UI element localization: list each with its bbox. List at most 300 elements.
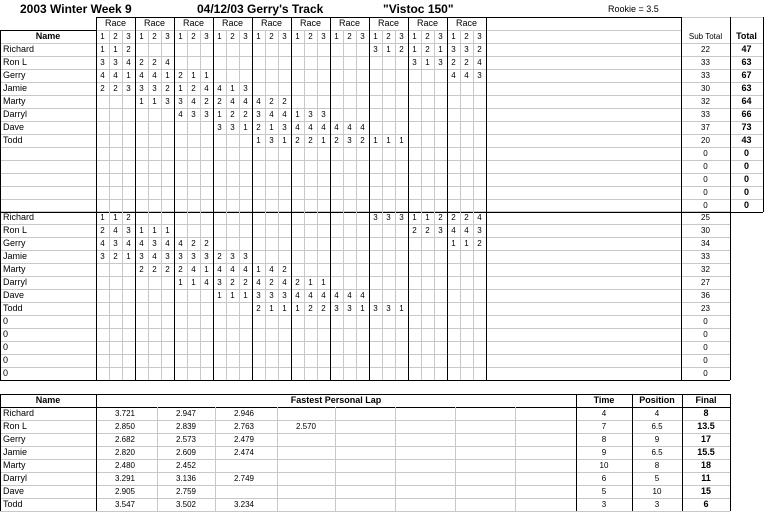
heat-result: 1 <box>204 71 209 80</box>
time-points: 10 <box>599 461 609 470</box>
heat-result: 3 <box>178 252 183 261</box>
heat-result: 3 <box>243 84 248 93</box>
heat-result: 3 <box>412 58 417 67</box>
heat-result: 2 <box>451 58 456 67</box>
heat-result: 4 <box>451 71 456 80</box>
heat-result: 1 <box>243 123 248 132</box>
heat-number: 1 <box>334 32 339 41</box>
subtotal-value: 23 <box>701 304 710 313</box>
driver-name: Marty <box>3 96 26 106</box>
heat-result: 3 <box>165 97 170 106</box>
heat-result: 4 <box>230 265 235 274</box>
heat-result: 4 <box>204 278 209 287</box>
heat-result: 2 <box>152 58 157 67</box>
heat-result: 1 <box>399 304 404 313</box>
heat-number: 1 <box>256 32 261 41</box>
heat-result: 2 <box>451 213 456 222</box>
sheet-title: 2003 Winter Week 9 <box>20 2 132 16</box>
lap-time: 2.452 <box>175 461 197 470</box>
driver-name <box>3 160 95 173</box>
race-header: Race <box>416 18 438 28</box>
total-value: 66 <box>741 109 752 119</box>
heat-result: 4 <box>295 291 300 300</box>
heat-result: 1 <box>282 304 287 313</box>
heat-result: 4 <box>178 239 183 248</box>
heat-result: 4 <box>243 265 248 274</box>
heat-result: 1 <box>165 226 170 235</box>
heat-number: 1 <box>217 32 222 41</box>
driver-name: Todd <box>3 135 23 145</box>
driver-name: 0 <box>3 355 9 365</box>
heat-result: 4 <box>191 97 196 106</box>
heat-result: 2 <box>204 239 209 248</box>
heat-result: 1 <box>126 252 131 261</box>
heat-result: 4 <box>464 226 469 235</box>
heat-result: 1 <box>425 213 430 222</box>
heat-result: 3 <box>373 45 378 54</box>
lap-time: 2.682 <box>114 435 136 444</box>
heat-number: 1 <box>412 32 417 41</box>
subtotal-value: 0 <box>703 162 708 171</box>
date-track: 04/12/03 Gerry's Track <box>197 2 324 16</box>
total-value: 64 <box>741 96 752 106</box>
heat-result: 2 <box>477 239 482 248</box>
heat-result: 2 <box>191 239 196 248</box>
heat-result: 3 <box>373 304 378 313</box>
heat-result: 3 <box>139 252 144 261</box>
heat-result: 3 <box>230 252 235 261</box>
heat-result: 4 <box>308 291 313 300</box>
heat-number: 1 <box>373 32 378 41</box>
heat-result: 1 <box>295 110 300 119</box>
driver-name: 0 <box>3 368 9 378</box>
name-column-header: Name <box>35 31 61 41</box>
heat-result: 2 <box>100 226 105 235</box>
final-score: 13.5 <box>697 421 715 431</box>
heat-result: 3 <box>217 278 222 287</box>
heat-result: 2 <box>425 45 430 54</box>
heat-number: 2 <box>191 32 196 41</box>
heat-result: 3 <box>438 226 443 235</box>
lap-time: 2.763 <box>233 422 255 431</box>
final-score: 15 <box>700 486 711 496</box>
heat-number: 3 <box>438 32 443 41</box>
lap-time: 2.480 <box>114 461 136 470</box>
heat-result: 1 <box>256 265 261 274</box>
driver-name: Ron L <box>3 225 28 235</box>
subtotal-value: 0 <box>703 356 708 365</box>
heat-result: 4 <box>282 110 287 119</box>
subtotal-value: 20 <box>701 136 710 145</box>
heat-number: 2 <box>464 32 469 41</box>
heat-result: 2 <box>139 265 144 274</box>
heat-result: 3 <box>139 84 144 93</box>
lap-time: 2.609 <box>175 448 197 457</box>
race-header: Race <box>338 18 360 28</box>
position-points: 5 <box>654 474 660 483</box>
driver-name: Darryl <box>3 109 27 119</box>
heat-result: 4 <box>256 278 261 287</box>
heat-result: 1 <box>191 71 196 80</box>
race-header: Race <box>299 18 321 28</box>
heat-result: 1 <box>321 136 326 145</box>
heat-result: 2 <box>243 110 248 119</box>
race-header: Race <box>182 18 204 28</box>
heat-result: 2 <box>412 226 417 235</box>
heat-result: 2 <box>464 58 469 67</box>
heat-result: 3 <box>204 252 209 261</box>
time-points: 7 <box>601 422 607 431</box>
subtotal-value: 33 <box>701 252 710 261</box>
driver-name: 0 <box>3 342 9 352</box>
driver-name: Gerry <box>3 238 26 248</box>
heat-result: 1 <box>399 136 404 145</box>
lap-time: 2.479 <box>233 435 255 444</box>
lap-driver-name: Darryl <box>3 473 27 483</box>
lap-time: 3.136 <box>175 474 197 483</box>
heat-result: 1 <box>100 213 105 222</box>
heat-result: 4 <box>269 265 274 274</box>
heat-result: 3 <box>191 110 196 119</box>
heat-result: 4 <box>347 123 352 132</box>
heat-result: 4 <box>165 239 170 248</box>
heat-result: 4 <box>126 239 131 248</box>
subtotal-value: 0 <box>703 201 708 210</box>
heat-result: 2 <box>139 58 144 67</box>
heat-result: 2 <box>269 278 274 287</box>
heat-result: 3 <box>386 213 391 222</box>
total-value: 63 <box>741 57 752 67</box>
heat-result: 3 <box>347 136 352 145</box>
heat-result: 2 <box>477 45 482 54</box>
heat-result: 1 <box>217 110 222 119</box>
heat-result: 1 <box>152 97 157 106</box>
subtotal-value: 32 <box>701 97 710 106</box>
race-header: Race <box>143 18 165 28</box>
driver-name: Ron L <box>3 57 28 67</box>
event-name: "Vistoc 150" <box>383 2 454 16</box>
subtotal-value: 0 <box>703 330 708 339</box>
heat-result: 2 <box>165 84 170 93</box>
heat-result: 1 <box>360 304 365 313</box>
heat-result: 1 <box>295 304 300 313</box>
position-points: 10 <box>652 487 662 496</box>
heat-number: 1 <box>295 32 300 41</box>
heat-result: 2 <box>217 252 222 261</box>
lap-driver-name: Todd <box>3 499 23 509</box>
heat-result: 1 <box>321 278 326 287</box>
lap-time: 2.759 <box>175 487 197 496</box>
heat-result: 1 <box>165 71 170 80</box>
total-header: Total <box>736 31 757 41</box>
heat-result: 4 <box>152 252 157 261</box>
heat-result: 4 <box>113 226 118 235</box>
heat-number: 2 <box>425 32 430 41</box>
heat-result: 3 <box>100 58 105 67</box>
final-score: 18 <box>700 460 711 470</box>
heat-result: 1 <box>230 291 235 300</box>
heat-number: 2 <box>269 32 274 41</box>
heat-result: 2 <box>165 265 170 274</box>
heat-number: 2 <box>386 32 391 41</box>
heat-result: 2 <box>126 213 131 222</box>
heat-result: 1 <box>178 278 183 287</box>
subtotal-header: Sub Total <box>688 32 723 41</box>
subtotal-value: 36 <box>701 291 710 300</box>
heat-result: 3 <box>308 110 313 119</box>
driver-name <box>3 173 95 186</box>
race-header: Race <box>377 18 399 28</box>
heat-result: 4 <box>464 71 469 80</box>
heat-result: 2 <box>360 136 365 145</box>
heat-result: 4 <box>269 110 274 119</box>
heat-result: 1 <box>126 71 131 80</box>
total-value: 43 <box>741 135 752 145</box>
position-points: 9 <box>654 435 660 444</box>
driver-name: Dave <box>3 122 25 132</box>
lap-driver-name: Jamie <box>3 447 28 457</box>
heat-number: 3 <box>360 32 365 41</box>
heat-result: 2 <box>295 278 300 287</box>
position-points: 8 <box>654 461 660 470</box>
heat-result: 1 <box>373 136 378 145</box>
heat-result: 4 <box>178 110 183 119</box>
heat-result: 4 <box>321 291 326 300</box>
heat-result: 1 <box>386 45 391 54</box>
final-header: Final <box>695 395 717 405</box>
lap-driver-name: Dave <box>3 486 25 496</box>
heat-result: 4 <box>360 123 365 132</box>
lap-driver-name: Ron L <box>3 421 28 431</box>
heat-number: 1 <box>100 32 105 41</box>
lap-driver-name: Richard <box>3 408 35 418</box>
heat-result: 2 <box>230 110 235 119</box>
lap-time: 2.947 <box>175 409 197 418</box>
heat-result: 3 <box>451 45 456 54</box>
position-points: 6.5 <box>651 448 663 457</box>
heat-result: 1 <box>464 239 469 248</box>
heat-result: 1 <box>113 45 118 54</box>
heat-result: 4 <box>451 226 456 235</box>
heat-result: 4 <box>243 97 248 106</box>
heat-number: 2 <box>308 32 313 41</box>
heat-result: 1 <box>412 213 417 222</box>
heat-result: 4 <box>347 291 352 300</box>
heat-result: 1 <box>412 45 417 54</box>
total-value: 67 <box>741 70 752 80</box>
heat-number: 3 <box>282 32 287 41</box>
heat-result: 4 <box>100 71 105 80</box>
subtotal-value: 37 <box>701 123 710 132</box>
subtotal-value: 33 <box>701 110 710 119</box>
lap-time: 2.570 <box>295 422 317 431</box>
heat-result: 3 <box>230 123 235 132</box>
heat-result: 3 <box>269 291 274 300</box>
lap-time: 2.573 <box>175 435 197 444</box>
heat-result: 4 <box>191 265 196 274</box>
heat-result: 3 <box>256 291 261 300</box>
lap-driver-name: Marty <box>3 460 26 470</box>
heat-result: 2 <box>321 304 326 313</box>
heat-number: 2 <box>347 32 352 41</box>
time-points: 9 <box>601 448 607 457</box>
heat-result: 1 <box>204 265 209 274</box>
lap-time: 2.839 <box>175 422 197 431</box>
subtotal-value: 0 <box>703 188 708 197</box>
heat-result: 1 <box>425 58 430 67</box>
driver-name <box>3 186 95 199</box>
subtotal-value: 0 <box>703 317 708 326</box>
heat-number: 3 <box>477 32 482 41</box>
lap-time: 2.905 <box>114 487 136 496</box>
heat-result: 4 <box>165 58 170 67</box>
heat-result: 2 <box>438 213 443 222</box>
heat-result: 2 <box>295 136 300 145</box>
heat-result: 2 <box>308 136 313 145</box>
heat-result: 3 <box>373 213 378 222</box>
position-points: 4 <box>654 409 660 418</box>
race-header: Race <box>104 18 126 28</box>
total-value: 0 <box>743 161 749 171</box>
lap-driver-name: Gerry <box>3 434 26 444</box>
heat-result: 3 <box>126 84 131 93</box>
heat-result: 3 <box>217 123 222 132</box>
heat-result: 3 <box>100 252 105 261</box>
heat-result: 3 <box>334 304 339 313</box>
driver-name: Darryl <box>3 277 27 287</box>
subtotal-value: 33 <box>701 58 710 67</box>
driver-name <box>3 147 95 160</box>
heat-result: 4 <box>256 97 261 106</box>
heat-number: 2 <box>230 32 235 41</box>
heat-result: 3 <box>477 71 482 80</box>
heat-result: 4 <box>477 213 482 222</box>
subtotal-value: 22 <box>701 45 710 54</box>
heat-result: 1 <box>217 291 222 300</box>
time-points: 8 <box>601 435 607 444</box>
heat-result: 4 <box>217 265 222 274</box>
heat-result: 3 <box>347 304 352 313</box>
heat-result: 2 <box>308 304 313 313</box>
heat-result: 3 <box>386 304 391 313</box>
time-points: 4 <box>601 409 607 418</box>
heat-result: 4 <box>204 84 209 93</box>
heat-result: 1 <box>113 213 118 222</box>
time-points: 6 <box>601 474 607 483</box>
lap-time: 2.474 <box>233 448 255 457</box>
heat-result: 1 <box>308 278 313 287</box>
race-header: Race <box>260 18 282 28</box>
heat-result: 1 <box>438 45 443 54</box>
lap-time: 3.502 <box>175 500 197 509</box>
heat-number: 2 <box>152 32 157 41</box>
heat-result: 2 <box>100 84 105 93</box>
driver-name: Dave <box>3 290 25 300</box>
heat-result: 1 <box>191 278 196 287</box>
driver-name: 0 <box>3 329 9 339</box>
heat-result: 4 <box>126 58 131 67</box>
position-points: 3 <box>654 500 660 509</box>
heat-result: 1 <box>269 304 274 313</box>
heat-result: 4 <box>477 58 482 67</box>
driver-name: Gerry <box>3 70 26 80</box>
heat-result: 2 <box>464 213 469 222</box>
subtotal-value: 33 <box>701 71 710 80</box>
race-header: Race <box>455 18 477 28</box>
heat-result: 4 <box>282 278 287 287</box>
position-header: Position <box>639 395 675 405</box>
heat-result: 1 <box>230 84 235 93</box>
heat-number: 1 <box>178 32 183 41</box>
heat-result: 2 <box>243 278 248 287</box>
lap-time: 2.749 <box>233 474 255 483</box>
heat-number: 3 <box>204 32 209 41</box>
heat-result: 2 <box>178 71 183 80</box>
heat-result: 2 <box>282 97 287 106</box>
heat-result: 1 <box>243 291 248 300</box>
position-points: 6.5 <box>651 422 663 431</box>
heat-result: 3 <box>399 213 404 222</box>
heat-result: 2 <box>269 97 274 106</box>
total-value: 63 <box>741 83 752 93</box>
subtotal-value: 0 <box>703 149 708 158</box>
final-score: 11 <box>701 473 711 483</box>
fastest-lap-header: Fastest Personal Lap <box>290 395 382 405</box>
heat-result: 4 <box>360 291 365 300</box>
heat-result: 3 <box>113 239 118 248</box>
total-value: 73 <box>741 122 752 132</box>
heat-result: 1 <box>100 45 105 54</box>
heat-number: 3 <box>399 32 404 41</box>
heat-result: 2 <box>126 45 131 54</box>
total-value: 0 <box>743 174 749 184</box>
heat-number: 3 <box>243 32 248 41</box>
lap-name-header: Name <box>35 395 61 405</box>
heat-result: 3 <box>269 136 274 145</box>
heat-result: 2 <box>282 265 287 274</box>
heat-number: 3 <box>165 32 170 41</box>
final-score: 15.5 <box>697 447 715 457</box>
heat-result: 2 <box>113 84 118 93</box>
heat-result: 2 <box>191 84 196 93</box>
heat-result: 1 <box>152 226 157 235</box>
subtotal-value: 30 <box>701 226 710 235</box>
heat-result: 2 <box>425 226 430 235</box>
heat-result: 2 <box>230 278 235 287</box>
heat-result: 3 <box>477 226 482 235</box>
subtotal-value: 0 <box>703 175 708 184</box>
driver-name: 0 <box>3 316 9 326</box>
driver-name: Jamie <box>3 83 28 93</box>
race-header: Race <box>221 18 243 28</box>
heat-result: 3 <box>113 58 118 67</box>
subtotal-value: 25 <box>701 213 710 222</box>
heat-result: 2 <box>204 97 209 106</box>
heat-result: 1 <box>139 97 144 106</box>
lap-time: 3.234 <box>233 500 255 509</box>
heat-result: 3 <box>464 45 469 54</box>
heat-result: 3 <box>165 252 170 261</box>
final-score: 17 <box>700 434 711 444</box>
heat-result: 2 <box>152 265 157 274</box>
lap-time: 2.850 <box>114 422 136 431</box>
heat-result: 3 <box>126 226 131 235</box>
lap-time: 3.721 <box>114 409 136 418</box>
driver-name: Jamie <box>3 251 28 261</box>
heat-result: 3 <box>204 110 209 119</box>
heat-result: 3 <box>191 252 196 261</box>
heat-result: 4 <box>152 71 157 80</box>
